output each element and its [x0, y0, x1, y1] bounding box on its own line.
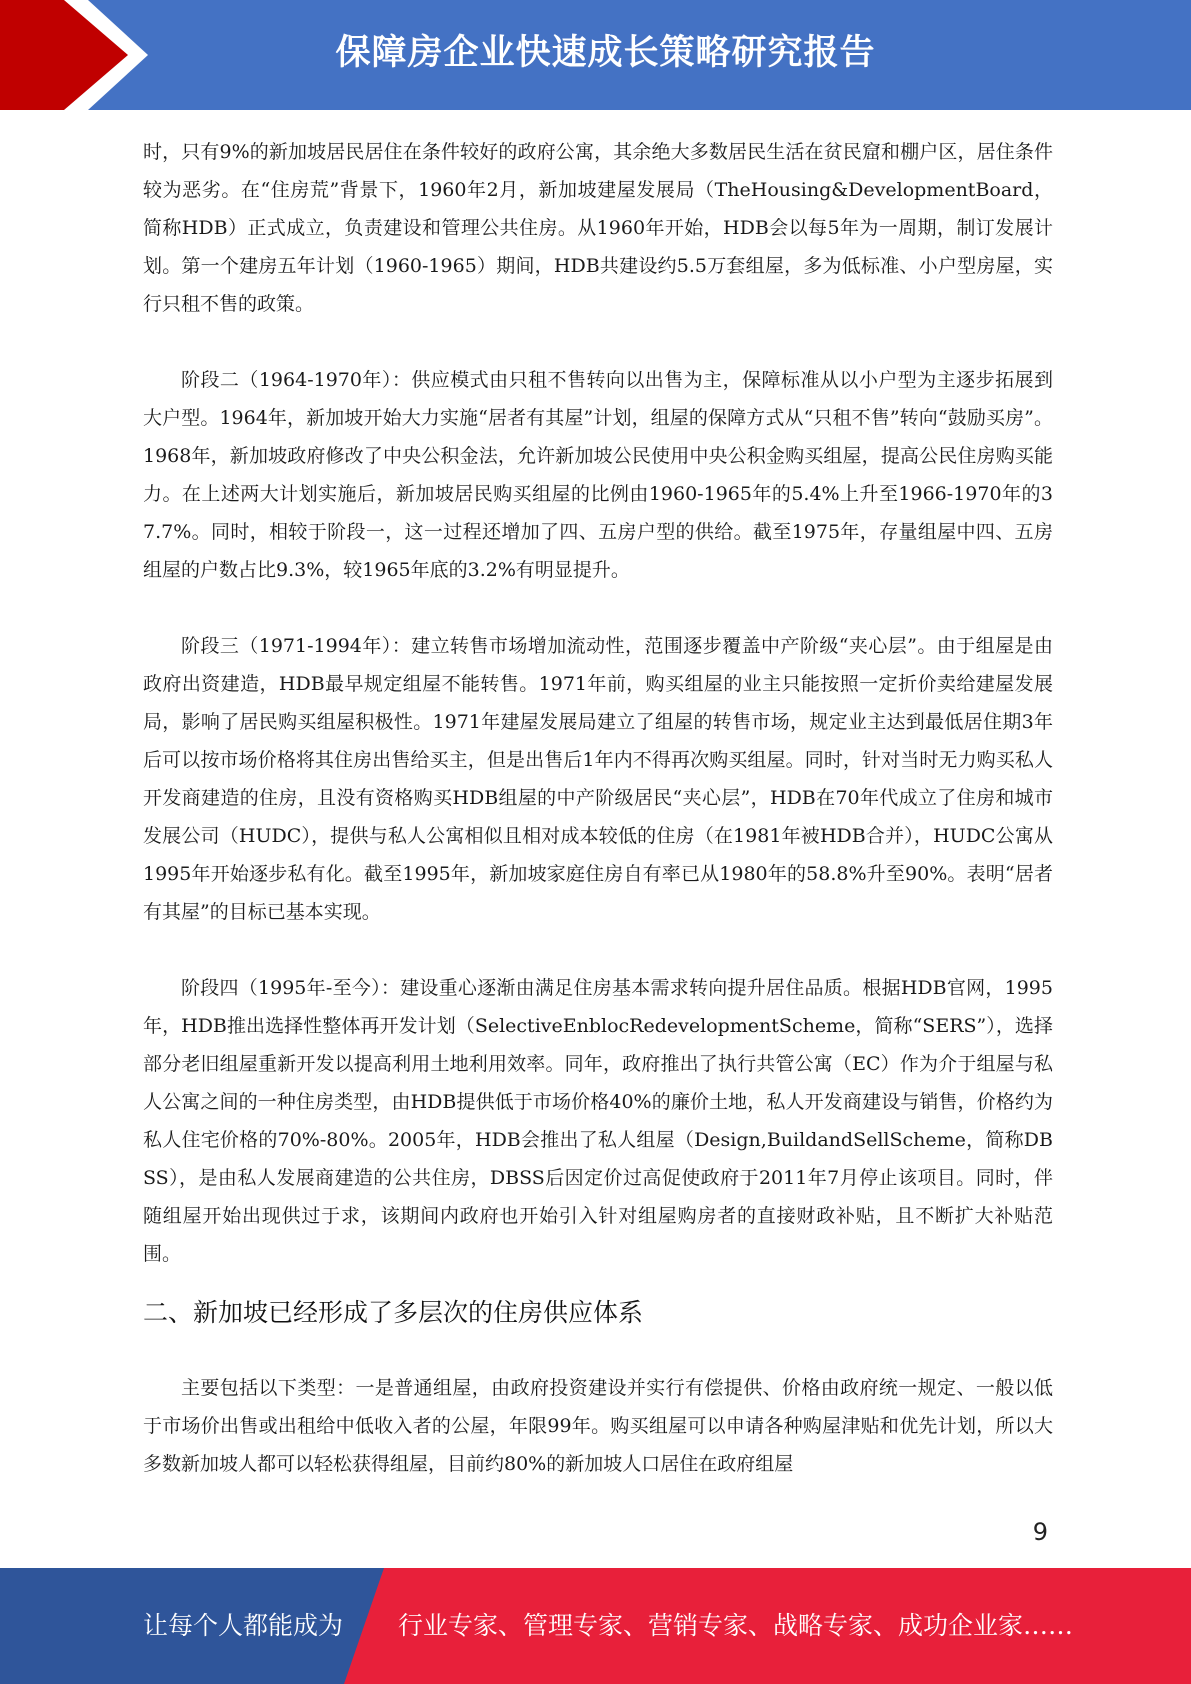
paragraph-housing-types: 主要包括以下类型：一是普通组屋，由政府投资建设并实行有偿提供、价格由政府统一规定、一般以低于市场价出售或出租给中低收入者的公屋，年限99年。购买组屋可以申请各种购屋津贴和优先计划，所以大多数新加坡人都可以轻松获得组屋，目前约80%的新加坡人口居住在政府组屋	[143, 1377, 1053, 1475]
report-title: 保障房企业快速成长策略研究报告	[335, 33, 876, 73]
document-body	[143, 133, 1053, 1483]
paragraph-gap	[143, 323, 1053, 361]
paragraph-gap	[143, 589, 1053, 627]
paragraph-gap	[143, 931, 1053, 969]
paragraph-stage-four: 阶段四（1995年-至今）：建设重心逐渐由满足住房基本需求转向提升居住品质。根据HDB官网，1995年，HDB推出选择性整体再开发计划（SelectiveEnblocRedevelopmentScheme，简称“SERS”），选择部分老旧组屋重新开发以提高利用土地利用效率。同年，政府推出了执行共管公寓（EC）作为介于组屋与私人公寓之间的一种住房类型，由HDB提供低于市场价格40%的廉价土地，私人开发商建设与销售，价格约为私人住宅价格的70%-80%。2005年，HDB会推出了私人组屋（Design,BuildandSellScheme，简称DBSS），是由私人发展商建造的公共住房，DBSS后因定价过高促使政府于2011年7月停止该项目。同时，伴随组屋开始出现供过于求，该期间内政府也开始引入针对组屋购房者的直接财政补贴，且不断扩大补贴范围。	[143, 977, 1053, 1265]
heading-gap	[143, 1349, 1053, 1369]
paragraph-stage-three: 阶段三（1971-1994年）：建立转售市场增加流动性，范围逐步覆盖中产阶级“夹心层”。由于组屋是由政府出资建造，HDB最早规定组屋不能转售。1971年前，购买组屋的业主只能按照一定折价卖给建屋发展局，影响了居民购买组屋积极性。1971年建屋发展局建立了组屋的转售市场，规定业主达到最低居住期3年后可以按市场价格将其住房出售给买主，但是出售后1年内不得再次购买组屋。同时，针对当时无力购买私人开发商建造的住房，且没有资格购买HDB组屋的中产阶级居民“夹心层”，HDB在70年代成立了住房和城市发展公司（HUDC），提供与私人公寓相似且相对成本较低的住房（在1981年被HDB合并），HUDC公寓从1995年开始逐步私有化。截至1995年，新加坡家庭住房自有率已从1980年的58.8%升至90%。表明“居者有其屋”的目标已基本实现。	[143, 635, 1053, 923]
paragraph-stage-one-continued: 时，只有9%的新加坡居民居住在条件较好的政府公寓，其余绝大多数居民生活在贫民窟和棚户区，居住条件较为恶劣。在“住房荒”背景下，1960年2月，新加坡建屋发展局（TheHousing&DevelopmentBoard，简称HDB）正式成立，负责建设和管理公共住房。从1960年开始，HDB会以每5年为一周期，制订发展计划。第一个建房五年计划（1960-1965）期间，HDB共建设约5.5万套组屋，多为低标准、小户型房屋，实行只租不售的政策。	[143, 141, 1053, 315]
page-header	[0, 0, 1191, 110]
page-number: 9	[1032, 1518, 1048, 1546]
footer-slogan-right: 行业专家、管理专家、营销专家、战略专家、成功企业家……	[398, 1611, 1074, 1640]
paragraph-stage-two: 阶段二（1964-1970年）：供应模式由只租不售转向以出售为主，保障标准从以小户型为主逐步拓展到大户型。1964年，新加坡开始大力实施“居者有其屋”计划，组屋的保障方式从“只租不售”转向“鼓励买房”。1968年，新加坡政府修改了中央公积金法，允许新加坡公民使用中央公积金购买组屋，提高公民住房购买能力。在上述两大计划实施后，新加坡居民购买组屋的比例由1960-1965年的5.4%上升至1966-1970年的37.7%。同时，相较于阶段一，这一过程还增加了四、五房户型的供给。截至1975年，存量组屋中四、五房组屋的户数占比9.3%，较1965年底的3.2%有明显提升。	[143, 369, 1053, 581]
footer-slogan-left: 让每个人都能成为	[143, 1611, 344, 1640]
page-footer	[0, 1568, 1191, 1684]
section-heading: 二、新加坡已经形成了多层次的住房供应体系	[143, 1298, 644, 1327]
